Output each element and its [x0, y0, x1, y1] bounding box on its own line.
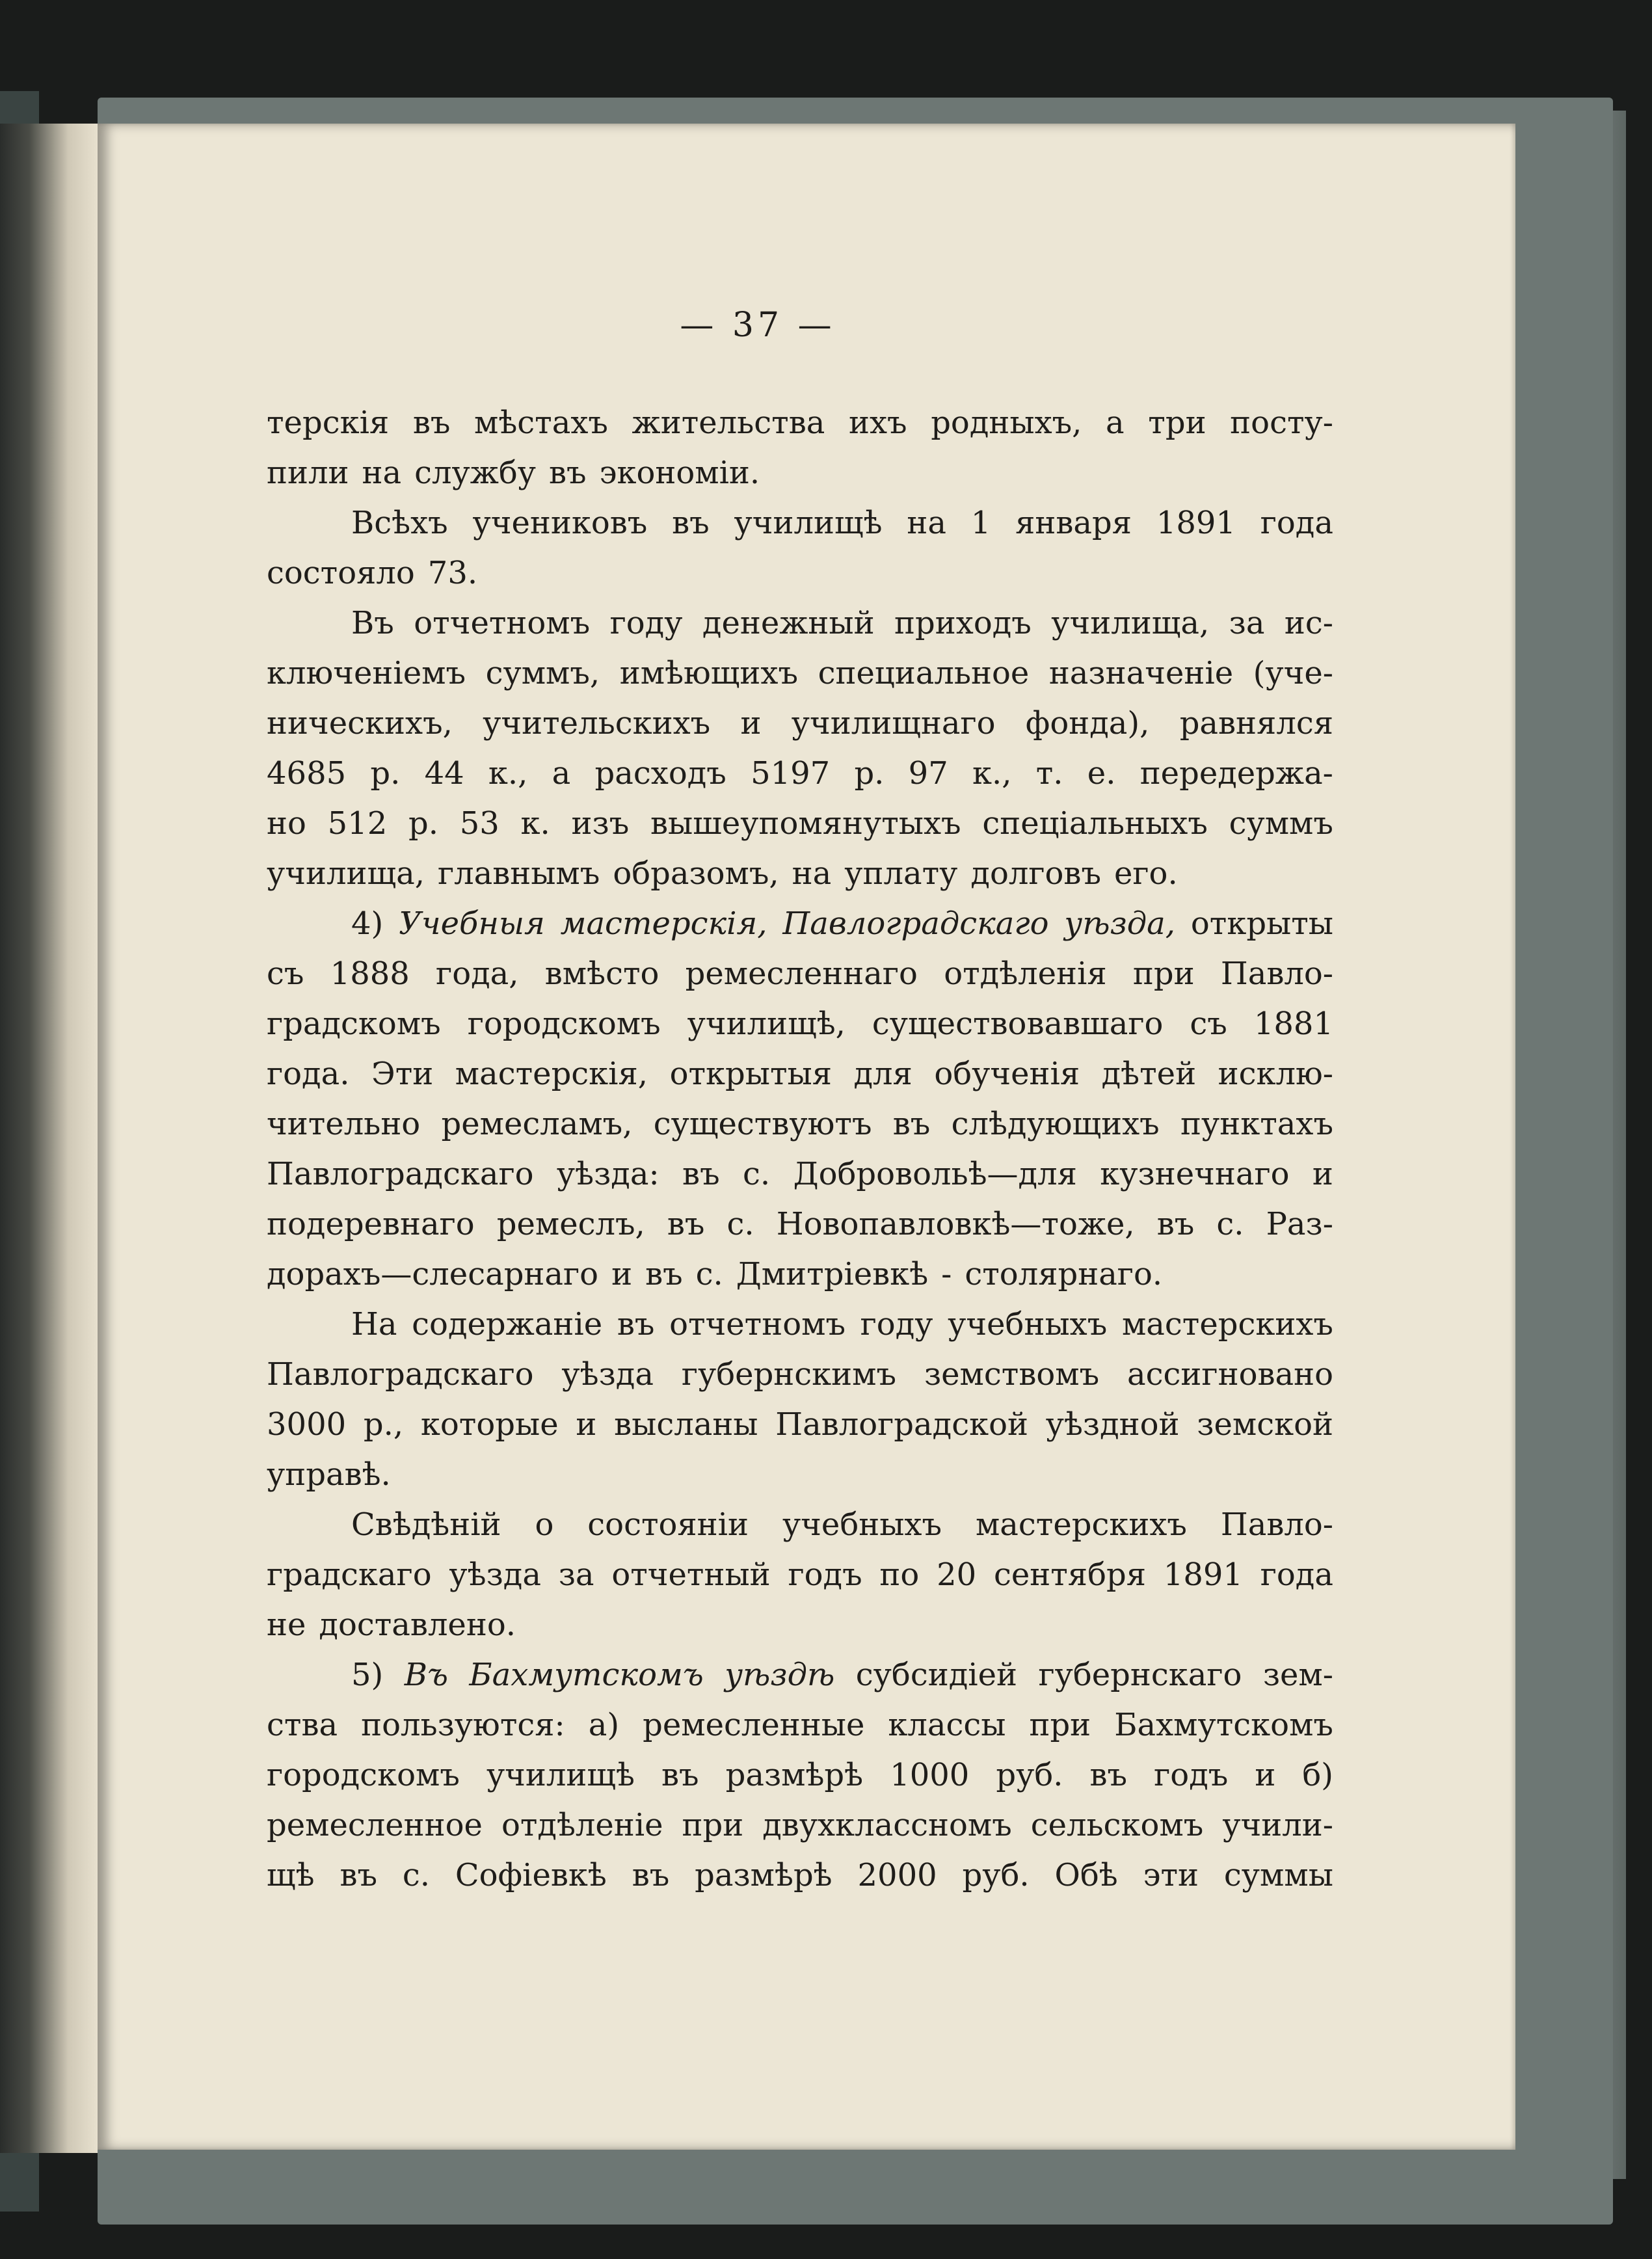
word: Свѣдѣній — [351, 1506, 501, 1543]
word: уѣзда — [449, 1557, 541, 1593]
word: Въ — [351, 605, 394, 641]
word: въ — [667, 1206, 705, 1242]
word: за — [1229, 605, 1265, 641]
word: которые — [420, 1406, 559, 1443]
text-line — [267, 1700, 1333, 1750]
word: въ — [682, 1156, 720, 1192]
word: и — [740, 705, 762, 742]
word: ключеніемъ — [267, 655, 466, 691]
text-line — [267, 1099, 1333, 1149]
word: училищнаго — [791, 705, 996, 742]
word: суммъ — [1229, 805, 1333, 842]
word: учили- — [1222, 1807, 1333, 1843]
word: состояніи — [587, 1506, 749, 1543]
word: е. — [1087, 755, 1116, 792]
word: по — [879, 1557, 920, 1593]
word: губернскаго — [1038, 1657, 1242, 1693]
word: 1 — [970, 505, 991, 541]
word: равнялся — [1179, 705, 1333, 742]
word: на — [907, 505, 946, 541]
word: на — [362, 455, 402, 491]
word: ремесламъ, — [441, 1106, 633, 1142]
word: уѣзда: — [556, 1156, 659, 1192]
word: для — [853, 1056, 913, 1092]
word: высланы — [614, 1406, 758, 1443]
word: службу — [414, 455, 536, 491]
word: щѣ — [267, 1857, 315, 1893]
word: отчетный — [611, 1557, 771, 1593]
word: мастерскія, — [455, 1056, 648, 1092]
word: въ — [661, 1757, 699, 1793]
word: передержа- — [1139, 755, 1333, 792]
text-line — [267, 1550, 1333, 1600]
word: долговъ — [970, 855, 1101, 892]
word: экономіи. — [599, 455, 760, 491]
word: пользуются: — [361, 1707, 565, 1743]
text-line — [267, 799, 1333, 849]
word: 97 — [908, 755, 948, 792]
word: существовавшаго — [872, 1006, 1164, 1042]
text-line — [267, 1800, 1333, 1851]
word: уплату — [844, 855, 958, 892]
word: о — [535, 1506, 554, 1543]
word: содержаніе — [412, 1306, 603, 1343]
word: въ — [672, 505, 710, 541]
word: въ — [892, 1106, 931, 1142]
word: ассигновано — [1127, 1356, 1333, 1393]
word: фонда), — [1025, 705, 1150, 742]
word: и — [576, 1406, 597, 1443]
body-text — [267, 398, 1333, 1901]
word: сельскомъ — [1030, 1807, 1204, 1843]
word: Бахмутскомъ — [469, 1657, 704, 1693]
page-number: — 37 — — [680, 306, 836, 345]
word: учительскихъ — [483, 705, 711, 742]
word: Павлоградскаго — [267, 1356, 534, 1393]
word: года. — [267, 1056, 350, 1092]
left-page-edge — [0, 124, 98, 2153]
word: руб. — [962, 1857, 1030, 1893]
word: градскаго — [267, 1557, 432, 1593]
word: ремесленнаго — [685, 956, 918, 992]
word: р. — [408, 805, 438, 842]
word: к. — [520, 805, 550, 842]
word: специальное — [818, 655, 1030, 691]
text-line — [267, 1149, 1333, 1199]
word: Павлоградской — [775, 1406, 1028, 1443]
word: с. — [1216, 1206, 1244, 1242]
word: училищѣ, — [687, 1006, 846, 1042]
word: р. — [370, 755, 401, 792]
word: вмѣсто — [544, 956, 659, 992]
word: мѣстахъ — [473, 405, 608, 441]
text-line — [267, 548, 1333, 598]
word: училища, — [267, 855, 425, 892]
word: ис- — [1284, 605, 1333, 641]
word: уѣздѣ — [725, 1657, 835, 1693]
word: годъ — [788, 1557, 862, 1593]
word: земской — [1197, 1406, 1333, 1443]
word: 4) — [351, 905, 384, 942]
word: годъ — [1154, 1757, 1229, 1793]
word: субсидіей — [855, 1657, 1017, 1693]
word: дѣтей — [1101, 1056, 1197, 1092]
word: сентября — [993, 1557, 1146, 1593]
word: уѣздной — [1045, 1406, 1180, 1443]
word: суммы — [1223, 1857, 1333, 1893]
word: ремеслъ, — [496, 1206, 645, 1242]
word: а — [552, 755, 571, 792]
word: отдѣленія — [944, 956, 1107, 992]
word: размѣрѣ — [695, 1857, 833, 1893]
word: Павлоградскаго — [267, 1156, 534, 1192]
word: расходъ — [594, 755, 726, 792]
word: 1881 — [1253, 1006, 1333, 1042]
word: слѣдующихъ — [951, 1106, 1160, 1142]
word: января — [1015, 505, 1132, 541]
text-line — [267, 1600, 1333, 1650]
word: отчетномъ — [669, 1306, 846, 1343]
word: 1888 — [330, 956, 410, 992]
word: жительства — [632, 405, 825, 441]
word: при — [682, 1807, 744, 1843]
text-line — [267, 949, 1333, 999]
word: ства — [267, 1707, 338, 1743]
word: пунктахъ — [1180, 1106, 1333, 1142]
word: т. — [1035, 755, 1063, 792]
word: Павло- — [1220, 956, 1333, 992]
word: вышеупомянутыхъ — [650, 805, 961, 842]
word: Въ — [404, 1657, 448, 1693]
word: исклю- — [1218, 1056, 1333, 1092]
word: На — [351, 1306, 397, 1343]
word: эти — [1143, 1857, 1199, 1893]
word: Дмитріевкѣ — [736, 1256, 929, 1292]
word: столярнаго. — [965, 1256, 1163, 1292]
word: въ — [412, 405, 451, 441]
word: Павлоградскаго — [782, 905, 1049, 942]
word: въ — [632, 1857, 670, 1893]
word: при — [1132, 956, 1195, 992]
word: 1891 — [1163, 1557, 1243, 1593]
word: Учебныя — [399, 905, 545, 942]
word: обученія — [934, 1056, 1080, 1092]
word: размѣрѣ — [725, 1757, 864, 1793]
word: назначеніе — [1048, 655, 1234, 691]
word: зем- — [1262, 1657, 1333, 1693]
word: а — [1106, 405, 1125, 441]
text-line — [267, 999, 1333, 1049]
word: за — [558, 1557, 594, 1593]
word: училищѣ — [486, 1757, 635, 1793]
word: городскомъ — [267, 1757, 460, 1793]
text-line — [267, 598, 1333, 648]
word: его. — [1113, 855, 1178, 892]
word: 5) — [351, 1657, 384, 1693]
word: изъ — [571, 805, 630, 842]
word: и — [1312, 1156, 1333, 1192]
text-line — [267, 849, 1333, 899]
text-line — [267, 1049, 1333, 1099]
text-line — [267, 398, 1333, 448]
word: градскомъ — [267, 1006, 441, 1042]
word: 5197 — [751, 755, 831, 792]
word: года — [1260, 505, 1333, 541]
word: мастерскихъ — [1121, 1306, 1333, 1343]
word: руб. — [996, 1757, 1063, 1793]
word: 2000 — [857, 1857, 937, 1893]
text-line — [267, 448, 1333, 498]
word: посту- — [1230, 405, 1333, 441]
word: года — [1260, 1557, 1333, 1593]
word: с. — [726, 1206, 754, 1242]
word: Обѣ — [1054, 1857, 1118, 1893]
text-line — [267, 1350, 1333, 1400]
word: родныхъ, — [931, 405, 1082, 441]
word: отдѣленіе — [501, 1807, 663, 1843]
text-line — [267, 1851, 1333, 1901]
word: на — [792, 855, 832, 892]
word: пили — [267, 455, 349, 491]
word: а) — [588, 1707, 620, 1743]
word: суммъ, — [485, 655, 600, 691]
word: открытыя — [669, 1056, 832, 1092]
word: губернскимъ — [681, 1356, 897, 1393]
word: три — [1148, 405, 1206, 441]
word: въ — [1156, 1206, 1195, 1242]
word: р., — [363, 1406, 404, 1443]
word: имѣющихъ — [619, 655, 799, 691]
text-line — [267, 1650, 1333, 1700]
word: классы — [888, 1707, 1006, 1743]
word: 4685 — [267, 755, 347, 792]
text-line — [267, 899, 1333, 949]
word: 20 — [937, 1557, 977, 1593]
word: 3000 — [267, 1406, 347, 1443]
word: въ — [1089, 1757, 1128, 1793]
word: и — [611, 1256, 633, 1292]
word: въ — [340, 1857, 378, 1893]
word: 73. — [427, 555, 478, 591]
word: ремесленные — [643, 1707, 865, 1743]
word: ремесленное — [267, 1807, 483, 1843]
word: спеціальныхъ — [982, 805, 1208, 842]
word: терскія — [267, 405, 390, 441]
word: Добровольѣ—для — [793, 1156, 1077, 1192]
text-line — [267, 648, 1333, 699]
word: года, — [436, 956, 519, 992]
word: мастерскихъ — [975, 1506, 1187, 1543]
word: дорахъ—слесарнаго — [267, 1256, 599, 1292]
word: подеревнаго — [267, 1206, 475, 1242]
word: Софіевкѣ — [455, 1857, 607, 1893]
text-line — [267, 749, 1333, 799]
text-line — [267, 699, 1333, 749]
word: Эти — [371, 1056, 434, 1092]
word: 53 — [459, 805, 500, 842]
word: управѣ. — [267, 1456, 391, 1493]
word: с. — [743, 1156, 771, 1192]
word: главнымъ — [437, 855, 600, 892]
word: 44 — [424, 755, 464, 792]
word: ихъ — [848, 405, 907, 441]
word: мастерскія, — [560, 905, 767, 942]
word: учебныхъ — [782, 1506, 942, 1543]
word: съ — [1190, 1006, 1227, 1042]
word: учебныхъ — [948, 1306, 1108, 1343]
word: доставлено. — [319, 1607, 516, 1643]
word: к., — [972, 755, 1012, 792]
word: съ — [267, 956, 304, 992]
word: - — [941, 1256, 952, 1292]
text-line — [267, 1500, 1333, 1550]
word: ническихъ, — [267, 705, 453, 742]
text-line — [267, 1450, 1333, 1500]
word: состояло — [267, 555, 415, 591]
text-line — [267, 1199, 1333, 1250]
word: денежный — [702, 605, 875, 641]
word: училища, — [1051, 605, 1210, 641]
word: но — [267, 805, 306, 842]
word: чительно — [267, 1106, 421, 1142]
word: 1891 — [1156, 505, 1236, 541]
word: въ — [645, 1256, 683, 1292]
text-line — [267, 1300, 1333, 1350]
word: к., — [488, 755, 528, 792]
word: учениковъ — [472, 505, 648, 541]
word: Всѣхъ — [351, 505, 448, 541]
word: Новопавловкѣ—тоже, — [776, 1206, 1135, 1242]
word: с. — [402, 1857, 431, 1893]
word: земствомъ — [924, 1356, 1100, 1393]
word: открыты — [1190, 905, 1333, 942]
word: двухклассномъ — [762, 1807, 1012, 1843]
word: году — [609, 605, 683, 641]
word: Павло- — [1220, 1506, 1333, 1543]
word: р. — [854, 755, 885, 792]
word: 1000 — [890, 1757, 970, 1793]
text-line — [267, 1250, 1333, 1300]
word: въ — [617, 1306, 655, 1343]
word: 512 — [327, 805, 388, 842]
word: образомъ, — [613, 855, 779, 892]
text-line — [267, 1750, 1333, 1800]
word: приходъ — [894, 605, 1032, 641]
word: уѣзда, — [1064, 905, 1176, 942]
word: городскомъ — [467, 1006, 661, 1042]
word: кузнечнаго — [1100, 1156, 1290, 1192]
word: и — [1255, 1757, 1276, 1793]
word: при — [1029, 1707, 1091, 1743]
word: существуютъ — [653, 1106, 872, 1142]
text-line — [267, 498, 1333, 548]
word: (уче- — [1253, 655, 1333, 691]
word: году — [860, 1306, 933, 1343]
word: Раз- — [1266, 1206, 1333, 1242]
text-line — [267, 1400, 1333, 1450]
word: въ — [549, 455, 587, 491]
word: училищѣ — [734, 505, 883, 541]
word: Бахмутскомъ — [1114, 1707, 1333, 1743]
word: уѣзда — [561, 1356, 654, 1393]
word: с. — [695, 1256, 723, 1292]
word: не — [267, 1607, 306, 1643]
word: б) — [1302, 1757, 1333, 1793]
word: отчетномъ — [414, 605, 591, 641]
